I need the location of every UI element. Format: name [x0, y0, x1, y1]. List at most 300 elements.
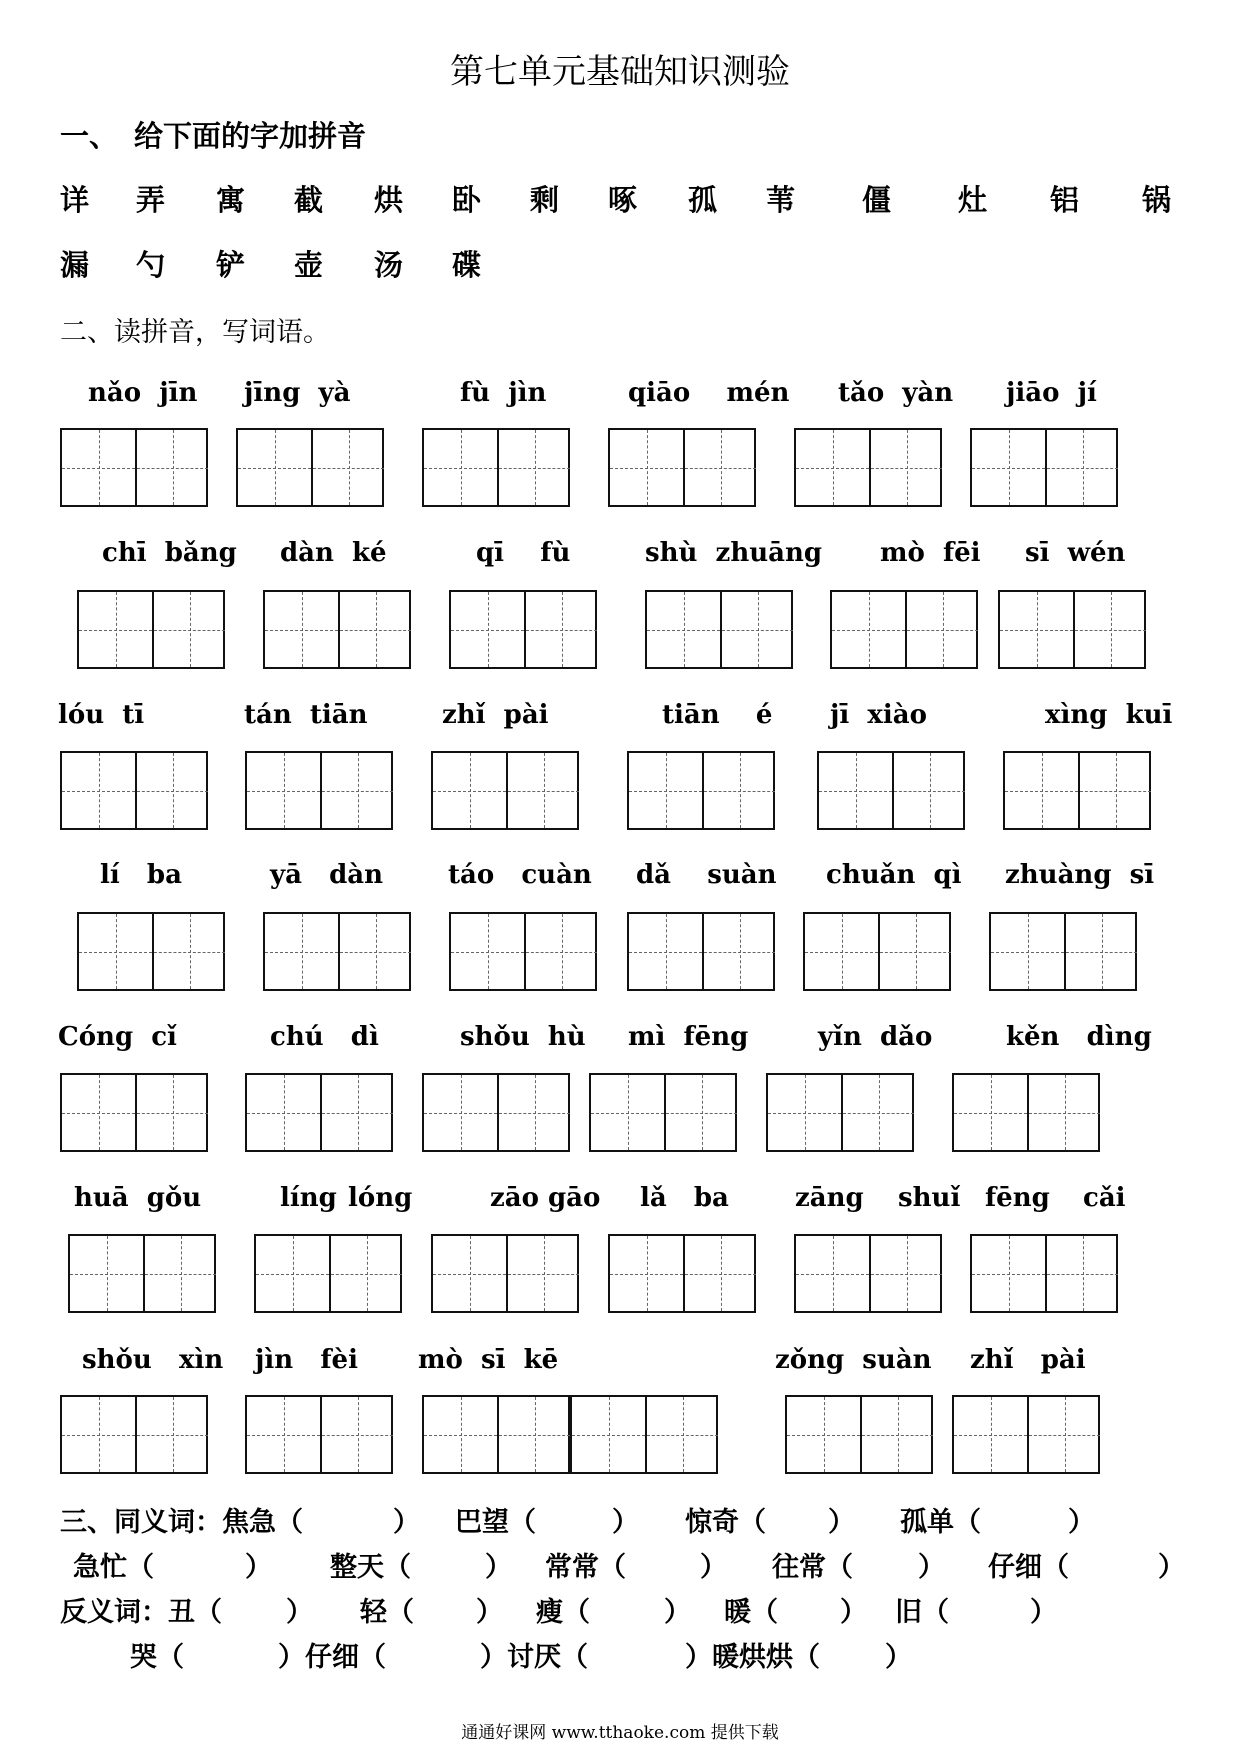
tianzige-cell[interactable] — [265, 914, 338, 989]
writing-grid-box[interactable] — [60, 751, 208, 830]
writing-grid-box[interactable] — [449, 590, 597, 669]
pinyin-label: zhǐ pài — [442, 700, 549, 730]
tianzige-cell[interactable] — [805, 914, 878, 989]
writing-grid-box[interactable] — [449, 912, 597, 991]
pinyin-label: zhuàng sī — [1005, 860, 1155, 890]
writing-grid-box[interactable] — [68, 1234, 216, 1313]
tianzige-cell[interactable] — [972, 1236, 1045, 1311]
writing-grid-box[interactable] — [794, 1234, 942, 1313]
tianzige-cell[interactable] — [433, 1236, 506, 1311]
pinyin-label: tán tiān — [244, 700, 368, 730]
tianzige-cell[interactable] — [135, 1075, 208, 1150]
section1-heading — [60, 114, 366, 155]
tianzige-cell[interactable] — [497, 430, 570, 505]
cell-guide-horizontal — [499, 468, 570, 469]
section2-heading: 二、读拼音，写词语。 — [60, 317, 330, 348]
cell-guide-horizontal — [322, 1113, 393, 1114]
writing-grid-box[interactable] — [60, 1073, 208, 1152]
tianzige-cell[interactable] — [256, 1236, 329, 1311]
char-item: 锅 — [1142, 183, 1172, 217]
tianzige-cell[interactable] — [1045, 430, 1118, 505]
cell-guide-horizontal — [1047, 468, 1118, 469]
footer-credit: 通通好课网 www.tthaoke.com 提供下载 — [461, 1723, 779, 1743]
tianzige-cell[interactable] — [954, 1397, 1027, 1472]
pinyin-label: chī bǎng — [102, 538, 237, 568]
antonym-prompt: 瘦（ — [536, 1597, 590, 1628]
cell-guide-horizontal — [137, 468, 208, 469]
blank-close: ） — [885, 1642, 912, 1673]
pinyin-label: jìn fèi — [255, 1345, 358, 1375]
tianzige-cell[interactable] — [1000, 592, 1073, 667]
pinyin-label: qiāo mén — [628, 378, 790, 408]
cell-guide-horizontal — [685, 468, 756, 469]
writing-grid-box[interactable] — [830, 590, 978, 669]
tianzige-cell[interactable] — [647, 592, 720, 667]
pinyin-label: shuǐ — [898, 1183, 961, 1213]
tianzige-cell[interactable] — [451, 592, 524, 667]
cell-guide-horizontal — [1029, 1435, 1100, 1436]
section1-title: 给下面的字加拼音 — [134, 119, 367, 153]
synonym-prompt: 三、同义词：焦急（ — [60, 1507, 303, 1538]
cell-guide-horizontal — [137, 791, 208, 792]
cell-guide-horizontal — [331, 1274, 402, 1275]
antonym-prompt: 哭（ — [130, 1642, 184, 1673]
tianzige-cell[interactable] — [424, 1075, 497, 1150]
pinyin-label: jī xiào — [830, 700, 927, 730]
blank-close: ） — [1030, 1597, 1057, 1628]
cell-guide-horizontal — [954, 1435, 1027, 1436]
cell-guide-horizontal — [70, 1274, 143, 1275]
tianzige-cell[interactable] — [664, 1075, 737, 1150]
writing-grid-box[interactable] — [570, 1395, 718, 1474]
blank-close: ） — [664, 1597, 691, 1628]
char-item: 截 — [294, 183, 324, 217]
tianzige-cell[interactable] — [819, 753, 892, 828]
char-item: 孤 — [688, 183, 718, 217]
cell-guide-horizontal — [322, 1435, 393, 1436]
tianzige-cell[interactable] — [497, 1397, 570, 1472]
writing-grid-box[interactable] — [77, 912, 225, 991]
cell-guide-horizontal — [1000, 630, 1073, 631]
pinyin-label: sī wén — [1025, 538, 1126, 568]
tianzige-cell[interactable] — [247, 753, 320, 828]
tianzige-cell[interactable] — [878, 914, 951, 989]
tianzige-cell[interactable] — [954, 1075, 1027, 1150]
writing-grid-box[interactable] — [952, 1395, 1100, 1474]
antonym-prompt: 轻（ — [360, 1597, 414, 1628]
cell-guide-horizontal — [256, 1274, 329, 1275]
tianzige-cell[interactable] — [320, 753, 393, 828]
writing-grid-box[interactable] — [431, 751, 579, 830]
pinyin-label: dǎ suàn — [636, 860, 777, 890]
cell-guide-horizontal — [629, 791, 702, 792]
antonym-prompt: 反义词：丑（ — [60, 1597, 222, 1628]
pinyin-label: zāng — [795, 1183, 864, 1213]
cell-guide-horizontal — [1047, 1274, 1118, 1275]
writing-grid-box[interactable] — [970, 1234, 1118, 1313]
pinyin-label: Cóng cǐ — [58, 1022, 177, 1052]
cell-guide-horizontal — [451, 630, 524, 631]
writing-grid-box[interactable] — [645, 590, 793, 669]
cell-guide-horizontal — [62, 468, 135, 469]
cell-guide-horizontal — [526, 630, 597, 631]
tianzige-cell[interactable] — [796, 1236, 869, 1311]
antonym-prompt: ）暖烘烘（ — [685, 1642, 820, 1673]
writing-grid-box[interactable] — [245, 751, 393, 830]
tianzige-cell[interactable] — [506, 1236, 579, 1311]
cell-guide-horizontal — [145, 1274, 216, 1275]
tianzige-cell[interactable] — [572, 1397, 645, 1472]
tianzige-cell[interactable] — [506, 753, 579, 828]
cell-guide-horizontal — [954, 1113, 1027, 1114]
tianzige-cell[interactable] — [629, 753, 702, 828]
cell-guide-horizontal — [265, 952, 338, 953]
pinyin-label: táo cuàn — [448, 860, 592, 890]
tianzige-cell[interactable] — [645, 1397, 718, 1472]
antonym-prompt: 旧（ — [895, 1597, 949, 1628]
blank-close: ） — [918, 1552, 945, 1583]
pinyin-label: chú dì — [270, 1022, 379, 1052]
writing-grid-box[interactable] — [817, 751, 965, 830]
cell-guide-horizontal — [62, 1113, 135, 1114]
cell-guide-horizontal — [154, 630, 225, 631]
pinyin-label: lóng — [348, 1183, 413, 1213]
tianzige-cell[interactable] — [62, 1075, 135, 1150]
cell-guide-horizontal — [787, 1435, 860, 1436]
tianzige-cell[interactable] — [79, 592, 152, 667]
blank-close: ） — [828, 1507, 855, 1538]
tianzige-cell[interactable] — [869, 1236, 942, 1311]
tianzige-cell[interactable] — [311, 430, 384, 505]
tianzige-cell[interactable] — [451, 914, 524, 989]
writing-grid-box[interactable] — [785, 1395, 933, 1474]
tianzige-cell[interactable] — [832, 592, 905, 667]
blank-close: ） — [612, 1507, 639, 1538]
char-item: 勺 — [136, 248, 166, 282]
antonym-prompt: 暖（ — [724, 1597, 778, 1628]
pinyin-label: fēng — [985, 1183, 1050, 1213]
tianzige-cell[interactable] — [62, 753, 135, 828]
cell-guide-horizontal — [433, 1274, 506, 1275]
cell-guide-horizontal — [796, 468, 869, 469]
writing-grid-box[interactable] — [766, 1073, 914, 1152]
cell-guide-horizontal — [591, 1113, 664, 1114]
tianzige-cell[interactable] — [135, 1397, 208, 1472]
cell-guide-horizontal — [424, 1435, 497, 1436]
writing-grid-box[interactable] — [589, 1073, 737, 1152]
tianzige-cell[interactable] — [1064, 914, 1137, 989]
tianzige-cell[interactable] — [1078, 753, 1151, 828]
tianzige-cell[interactable] — [424, 430, 497, 505]
tianzige-cell[interactable] — [720, 592, 793, 667]
cell-guide-horizontal — [832, 630, 905, 631]
char-item: 僵 — [862, 183, 892, 217]
tianzige-cell[interactable] — [768, 1075, 841, 1150]
blank-close: ） — [245, 1552, 272, 1583]
section1-number: 一、 — [60, 119, 119, 153]
tianzige-cell[interactable] — [433, 753, 506, 828]
writing-grid-box[interactable] — [970, 428, 1118, 507]
tianzige-cell[interactable] — [1005, 753, 1078, 828]
tianzige-cell[interactable] — [1073, 592, 1146, 667]
writing-grid-box[interactable] — [627, 751, 775, 830]
blank-close: ） — [286, 1597, 313, 1628]
pinyin-label: jiāo jí — [1006, 378, 1097, 408]
char-item: 卧 — [452, 183, 482, 217]
char-item: 烘 — [374, 183, 404, 217]
cell-guide-horizontal — [704, 791, 775, 792]
pinyin-label: tiān é — [662, 700, 773, 730]
synonym-prompt: 惊奇（ — [685, 1507, 766, 1538]
writing-grid-box[interactable] — [60, 428, 208, 507]
cell-guide-horizontal — [1005, 791, 1078, 792]
pinyin-label: fù jìn — [460, 378, 547, 408]
tianzige-cell[interactable] — [70, 1236, 143, 1311]
tianzige-cell[interactable] — [524, 592, 597, 667]
cell-guide-horizontal — [862, 1435, 933, 1436]
cell-guide-horizontal — [880, 952, 951, 953]
writing-grid-box[interactable] — [77, 590, 225, 669]
antonym-prompt: ）仔细（ — [278, 1642, 386, 1673]
cell-guide-horizontal — [768, 1113, 841, 1114]
tianzige-cell[interactable] — [143, 1236, 216, 1311]
cell-guide-horizontal — [972, 468, 1045, 469]
tianzige-cell[interactable] — [265, 592, 338, 667]
cell-guide-horizontal — [62, 791, 135, 792]
tianzige-cell[interactable] — [905, 592, 978, 667]
page-title: 第七单元基础知识测验 — [450, 52, 790, 92]
writing-grid-box[interactable] — [263, 590, 411, 669]
tianzige-cell[interactable] — [629, 914, 702, 989]
pinyin-label: líng — [280, 1183, 337, 1213]
pinyin-label: zǒng suàn — [775, 1345, 932, 1375]
cell-guide-horizontal — [238, 468, 311, 469]
char-item: 铲 — [216, 248, 246, 282]
pinyin-label: nǎo jīn — [88, 378, 198, 408]
tianzige-cell[interactable] — [1027, 1075, 1100, 1150]
cell-guide-horizontal — [871, 1274, 942, 1275]
tianzige-cell[interactable] — [152, 914, 225, 989]
tianzige-cell[interactable] — [62, 430, 135, 505]
pinyin-label: tǎo yàn — [838, 378, 954, 408]
cell-guide-horizontal — [722, 630, 793, 631]
pinyin-label: huā gǒu — [74, 1183, 202, 1213]
writing-grid-box[interactable] — [1003, 751, 1151, 830]
tianzige-cell[interactable] — [320, 1075, 393, 1150]
pinyin-label: cǎi — [1083, 1183, 1126, 1213]
tianzige-cell[interactable] — [1045, 1236, 1118, 1311]
tianzige-cell[interactable] — [841, 1075, 914, 1150]
char-item: 详 — [60, 183, 90, 217]
cell-guide-horizontal — [247, 1113, 320, 1114]
cell-guide-horizontal — [685, 1274, 756, 1275]
synonym-prompt: 常常（ — [545, 1552, 626, 1583]
synonym-prompt: 孤单（ — [900, 1507, 981, 1538]
writing-grid-box[interactable] — [422, 1395, 570, 1474]
tianzige-cell[interactable] — [869, 430, 942, 505]
char-item: 苇 — [766, 183, 796, 217]
tianzige-cell[interactable] — [1027, 1397, 1100, 1472]
cell-guide-horizontal — [894, 791, 965, 792]
cell-guide-horizontal — [499, 1113, 570, 1114]
tianzige-cell[interactable] — [152, 592, 225, 667]
writing-grid-box[interactable] — [422, 1073, 570, 1152]
cell-guide-horizontal — [1029, 1113, 1100, 1114]
tianzige-cell[interactable] — [702, 914, 775, 989]
writing-grid-box[interactable] — [608, 428, 756, 507]
tianzige-cell[interactable] — [338, 592, 411, 667]
pinyin-label: lǎ ba — [640, 1183, 729, 1213]
pinyin-label: yā dàn — [270, 860, 384, 890]
tianzige-cell[interactable] — [991, 914, 1064, 989]
pinyin-label: qī fù — [476, 538, 571, 568]
char-item: 汤 — [374, 248, 404, 282]
writing-grid-box[interactable] — [431, 1234, 579, 1313]
synonym-prompt: 往常（ — [772, 1552, 853, 1583]
cell-guide-horizontal — [424, 1113, 497, 1114]
tianzige-cell[interactable] — [247, 1397, 320, 1472]
tianzige-cell[interactable] — [497, 1075, 570, 1150]
synonym-prompt: 仔细（ — [988, 1552, 1069, 1583]
cell-guide-horizontal — [451, 952, 524, 953]
cell-guide-horizontal — [137, 1113, 208, 1114]
tianzige-cell[interactable] — [702, 753, 775, 828]
cell-guide-horizontal — [247, 791, 320, 792]
pinyin-label: lí ba — [100, 860, 182, 890]
tianzige-cell[interactable] — [796, 430, 869, 505]
blank-close: ） — [393, 1507, 420, 1538]
cell-guide-horizontal — [871, 468, 942, 469]
tianzige-cell[interactable] — [972, 430, 1045, 505]
pinyin-label: lóu tī — [58, 700, 145, 730]
tianzige-cell[interactable] — [320, 1397, 393, 1472]
synonym-prompt: 急忙（ — [73, 1552, 154, 1583]
cell-guide-horizontal — [340, 952, 411, 953]
writing-grid-box[interactable] — [608, 1234, 756, 1313]
cell-guide-horizontal — [972, 1274, 1045, 1275]
writing-grid-box[interactable] — [422, 428, 570, 507]
pinyin-label: shù zhuāng — [645, 538, 823, 568]
cell-guide-horizontal — [340, 630, 411, 631]
cell-guide-horizontal — [819, 791, 892, 792]
cell-guide-horizontal — [499, 1435, 570, 1436]
cell-guide-horizontal — [508, 791, 579, 792]
cell-guide-horizontal — [1080, 791, 1151, 792]
pinyin-label: xìng kuī — [1045, 700, 1173, 730]
pinyin-label: yǐn dǎo — [818, 1022, 933, 1052]
tianzige-cell[interactable] — [247, 1075, 320, 1150]
tianzige-cell[interactable] — [860, 1397, 933, 1472]
writing-grid-box[interactable] — [263, 912, 411, 991]
tianzige-cell[interactable] — [338, 914, 411, 989]
tianzige-cell[interactable] — [135, 430, 208, 505]
tianzige-cell[interactable] — [329, 1236, 402, 1311]
writing-grid-box[interactable] — [236, 428, 384, 507]
writing-grid-box[interactable] — [60, 1395, 208, 1474]
cell-guide-horizontal — [796, 1274, 869, 1275]
tianzige-cell[interactable] — [424, 1397, 497, 1472]
tianzige-cell[interactable] — [787, 1397, 860, 1472]
cell-guide-horizontal — [137, 1435, 208, 1436]
char-item: 壶 — [294, 248, 324, 282]
tianzige-cell[interactable] — [683, 430, 756, 505]
tianzige-cell[interactable] — [135, 753, 208, 828]
writing-grid-box[interactable] — [803, 912, 951, 991]
blank-close: ） — [485, 1552, 512, 1583]
cell-guide-horizontal — [79, 630, 152, 631]
writing-grid-box[interactable] — [627, 912, 775, 991]
pinyin-label: zhǐ pài — [970, 1345, 1086, 1375]
cell-guide-horizontal — [805, 952, 878, 953]
cell-guide-horizontal — [610, 468, 683, 469]
pinyin-label: chuǎn qì — [826, 860, 962, 890]
tianzige-cell[interactable] — [683, 1236, 756, 1311]
tianzige-cell[interactable] — [238, 430, 311, 505]
cell-guide-horizontal — [313, 468, 384, 469]
writing-grid-box[interactable] — [952, 1073, 1100, 1152]
tianzige-cell[interactable] — [62, 1397, 135, 1472]
tianzige-cell[interactable] — [892, 753, 965, 828]
cell-guide-horizontal — [265, 630, 338, 631]
antonym-prompt: ）讨厌（ — [480, 1642, 588, 1673]
tianzige-cell[interactable] — [79, 914, 152, 989]
pinyin-label: mò fēi — [880, 538, 981, 568]
pinyin-label: kěn dìng — [1006, 1022, 1152, 1052]
char-item: 漏 — [60, 248, 90, 282]
cell-guide-horizontal — [433, 791, 506, 792]
blank-close: ） — [700, 1552, 727, 1583]
pinyin-label: shǒu xìn — [82, 1345, 224, 1375]
cell-guide-horizontal — [247, 1435, 320, 1436]
blank-close: ） — [1158, 1552, 1185, 1583]
tianzige-cell[interactable] — [610, 1236, 683, 1311]
tianzige-cell[interactable] — [610, 430, 683, 505]
synonym-prompt: 整天（ — [330, 1552, 411, 1583]
writing-grid-box[interactable] — [794, 428, 942, 507]
pinyin-label: zāo gāo — [490, 1183, 601, 1213]
char-item: 寓 — [216, 183, 246, 217]
tianzige-cell[interactable] — [591, 1075, 664, 1150]
cell-guide-horizontal — [610, 1274, 683, 1275]
writing-grid-box[interactable] — [254, 1234, 402, 1313]
cell-guide-horizontal — [647, 1435, 718, 1436]
tianzige-cell[interactable] — [524, 914, 597, 989]
char-item: 灶 — [958, 183, 988, 217]
cell-guide-horizontal — [526, 952, 597, 953]
char-item: 碟 — [452, 248, 482, 282]
writing-grid-box[interactable] — [998, 590, 1146, 669]
pinyin-label: dàn ké — [280, 538, 387, 568]
cell-guide-horizontal — [62, 1435, 135, 1436]
cell-guide-horizontal — [572, 1435, 645, 1436]
cell-guide-horizontal — [508, 1274, 579, 1275]
synonym-prompt: 巴望（ — [455, 1507, 536, 1538]
cell-guide-horizontal — [647, 630, 720, 631]
blank-close: ） — [840, 1597, 867, 1628]
writing-grid-box[interactable] — [245, 1395, 393, 1474]
writing-grid-box[interactable] — [989, 912, 1137, 991]
blank-close: ） — [476, 1597, 503, 1628]
char-item: 啄 — [608, 183, 638, 217]
cell-guide-horizontal — [322, 791, 393, 792]
cell-guide-horizontal — [704, 952, 775, 953]
blank-close: ） — [1068, 1507, 1095, 1538]
cell-guide-horizontal — [79, 952, 152, 953]
synonym-line-1 — [60, 1500, 303, 1539]
writing-grid-box[interactable] — [245, 1073, 393, 1152]
cell-guide-horizontal — [154, 952, 225, 953]
cell-guide-horizontal — [629, 952, 702, 953]
